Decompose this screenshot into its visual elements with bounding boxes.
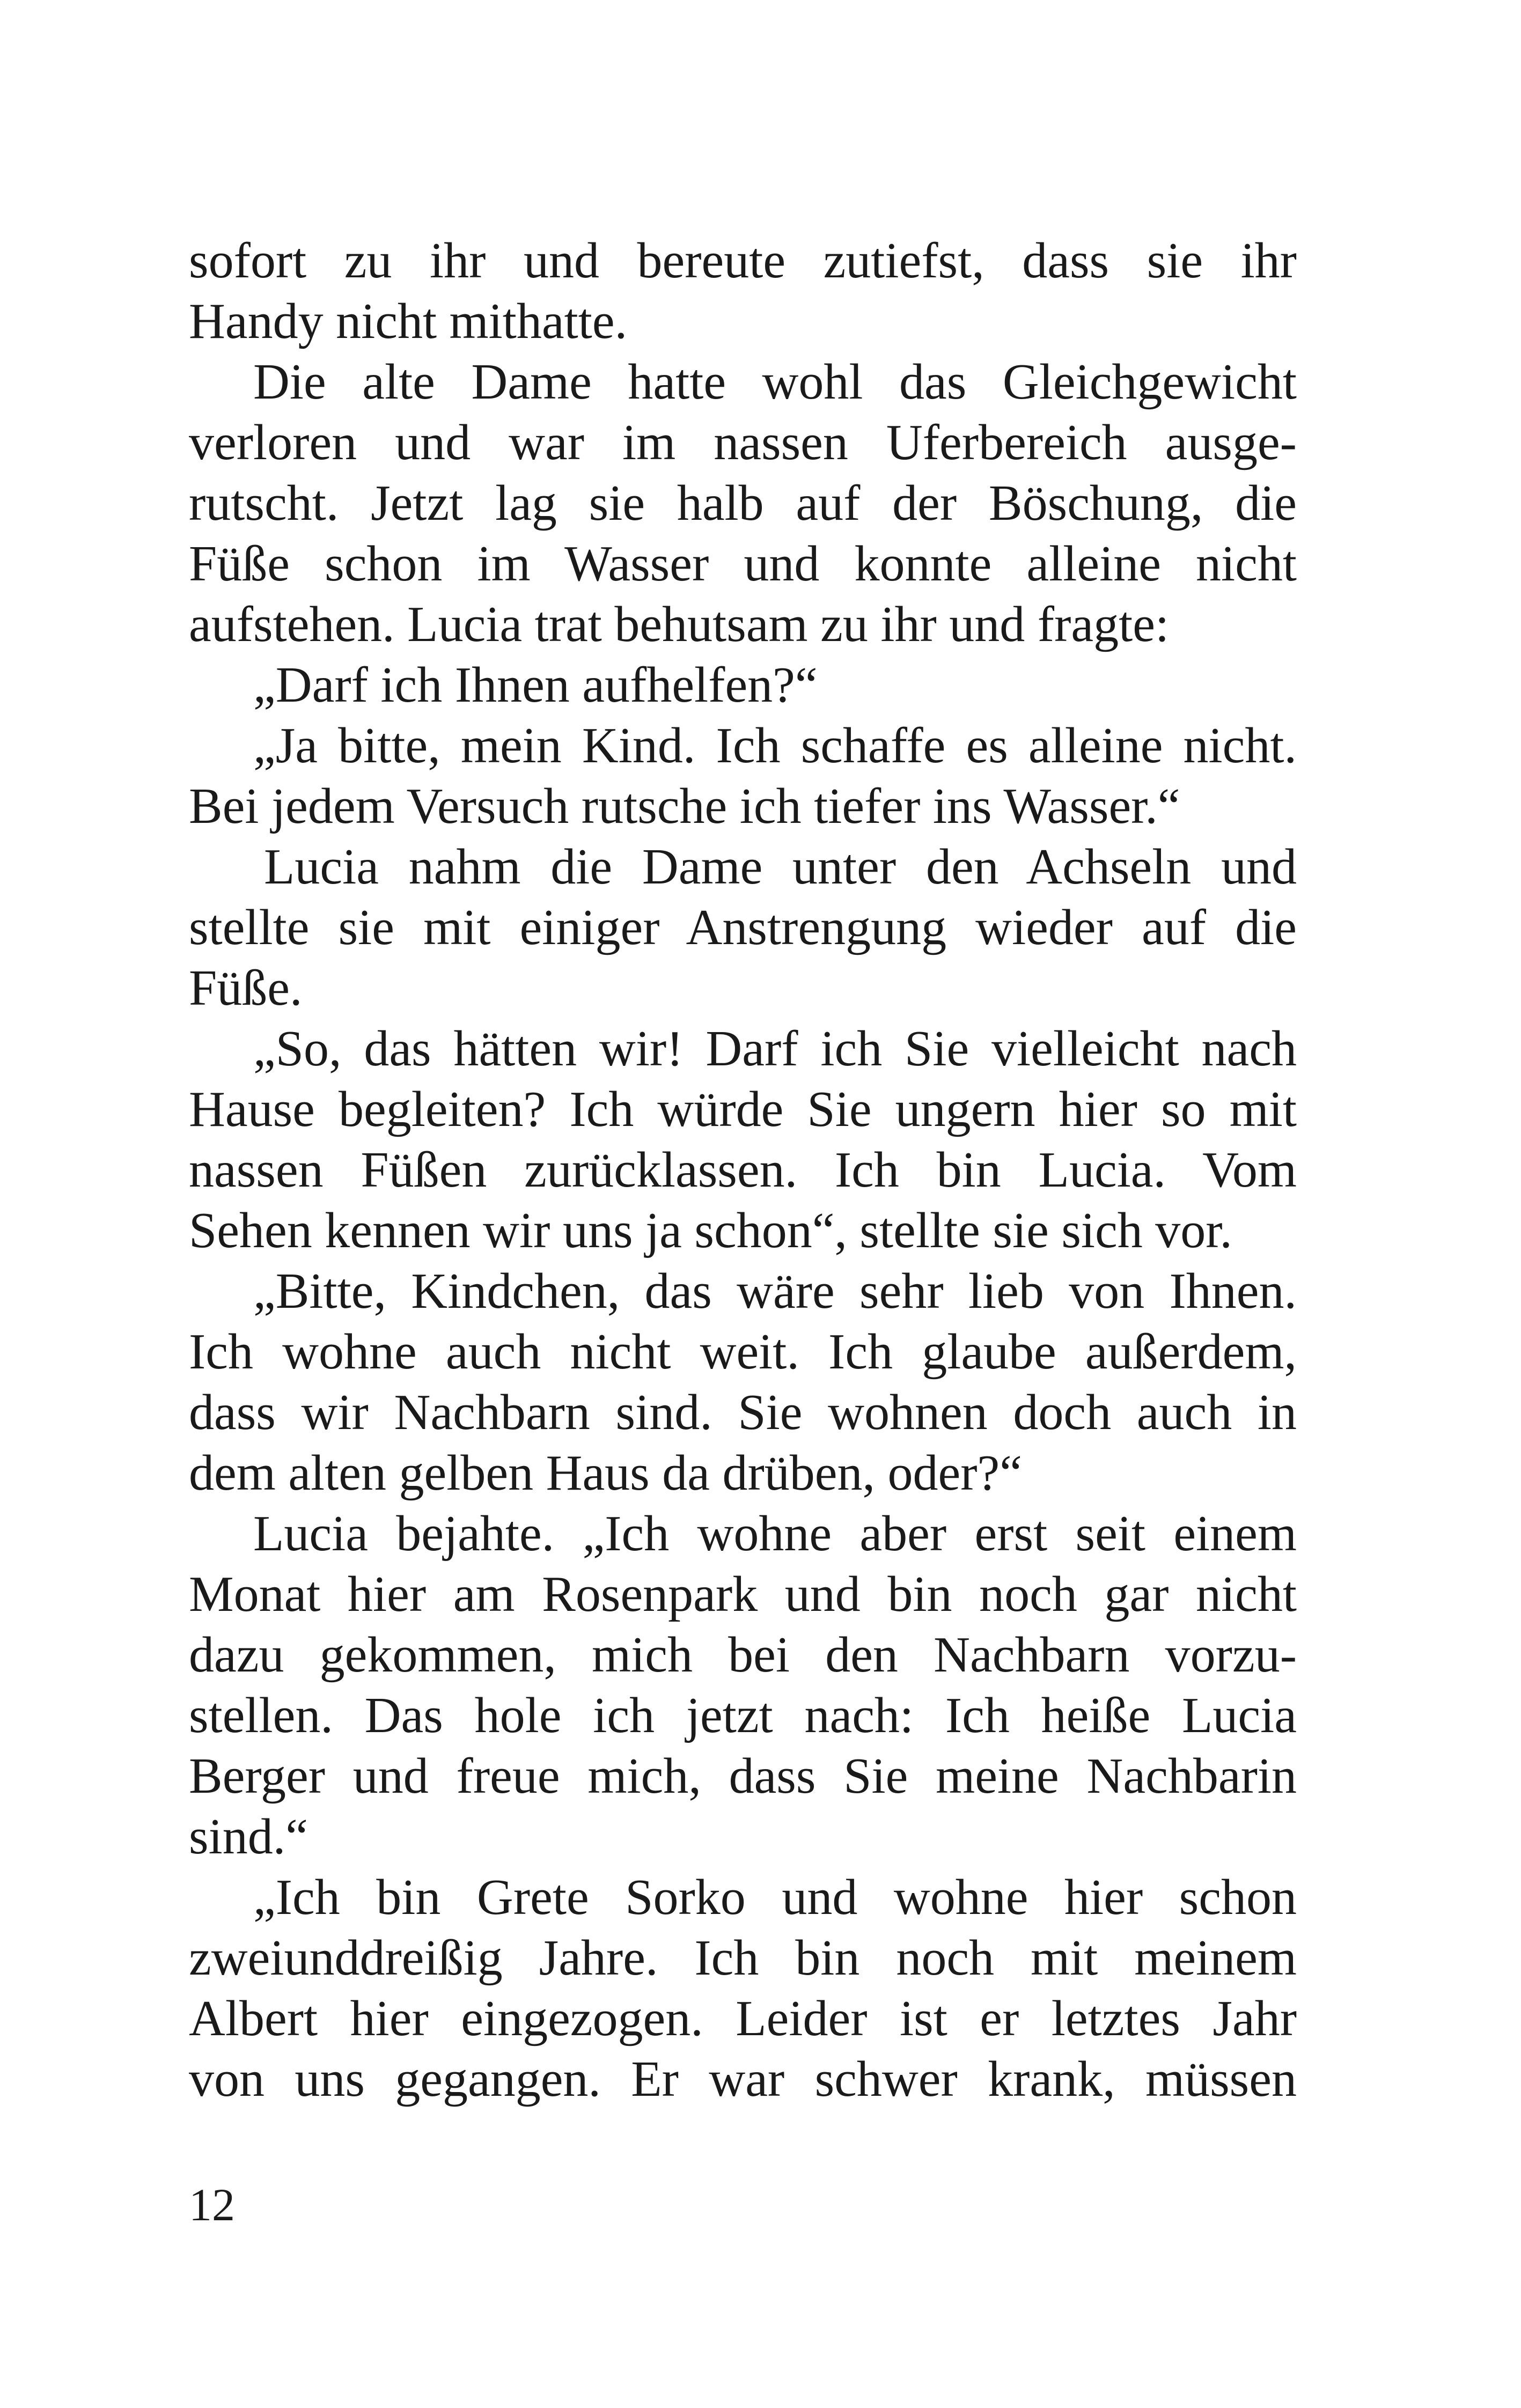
- text-line: Lucia nahm die Dame unter den Achseln und: [264, 839, 1297, 895]
- text-line: nassen Füßen zurücklassen. Ich bin Lucia. Vom: [189, 1142, 1297, 1198]
- text-line: Ich wohne auch nicht weit. Ich glaube außerdem,: [189, 1324, 1297, 1380]
- text-line: stellte sie mit einiger Anstrengung wieder auf die: [189, 900, 1297, 955]
- page-number: 12: [189, 2179, 235, 2230]
- text-line: Berger und freue mich, dass Sie meine Nachbarin: [189, 1748, 1297, 1804]
- text-line: „So, das hätten wir! Darf ich Sie vielleicht nach: [253, 1021, 1297, 1077]
- text-line: Füße schon im Wasser und konnte alleine nicht: [189, 536, 1297, 592]
- text-line: sind.“: [189, 1809, 308, 1865]
- text-line: Bei jedem Versuch rutsche ich tiefer ins Wasser.“: [189, 778, 1180, 834]
- text-line: Handy nicht mithatte.: [189, 293, 628, 349]
- text-line: dass wir Nachbarn sind. Sie wohnen doch auch in: [189, 1385, 1297, 1440]
- text-line: sofort zu ihr und bereute zutiefst, dass sie ihr: [189, 233, 1297, 289]
- text-line: dem alten gelben Haus da drüben, oder?“: [189, 1445, 1022, 1501]
- text-line: Sehen kennen wir uns ja schon“, stellte sie sich vor.: [189, 1203, 1232, 1258]
- text-line: dazu gekommen, mich bei den Nachbarn vorzu-: [189, 1627, 1297, 1683]
- text-line: zweiunddreißig Jahre. Ich bin noch mit meinem: [189, 1930, 1297, 1986]
- text-line: Albert hier eingezogen. Leider ist er letztes Jahr: [189, 1991, 1297, 2046]
- body-text: [189, 231, 1297, 2110]
- text-line: „Ich bin Grete Sorko und wohne hier schon: [253, 1869, 1297, 1925]
- text-line: „Darf ich Ihnen aufhelfen?“: [253, 657, 818, 713]
- text-line: rutscht. Jetzt lag sie halb auf der Böschung, die: [189, 475, 1297, 531]
- text-line: „Ja bitte, mein Kind. Ich schaffe es alleine nicht.: [253, 718, 1297, 774]
- text-line: von uns gegangen. Er war schwer krank, müssen: [189, 2051, 1297, 2107]
- text-line: Füße.: [189, 960, 303, 1016]
- text-line: Die alte Dame hatte wohl das Gleichgewicht: [253, 354, 1297, 410]
- text-line: Monat hier am Rosenpark und bin noch gar nicht: [189, 1566, 1297, 1622]
- text-line: „Bitte, Kindchen, das wäre sehr lieb von Ihnen.: [253, 1263, 1297, 1319]
- text-line: aufstehen. Lucia trat behutsam zu ihr und fragte:: [189, 597, 1170, 652]
- text-line: stellen. Das hole ich jetzt nach: Ich heiße Lucia: [189, 1688, 1297, 1743]
- text-line: Lucia bejahte. „Ich wohne aber erst seit einem: [253, 1506, 1297, 1562]
- text-line: verloren und war im nassen Uferbereich ausge-: [189, 415, 1297, 470]
- text-line: Hause begleiten? Ich würde Sie ungern hier so mit: [189, 1081, 1297, 1137]
